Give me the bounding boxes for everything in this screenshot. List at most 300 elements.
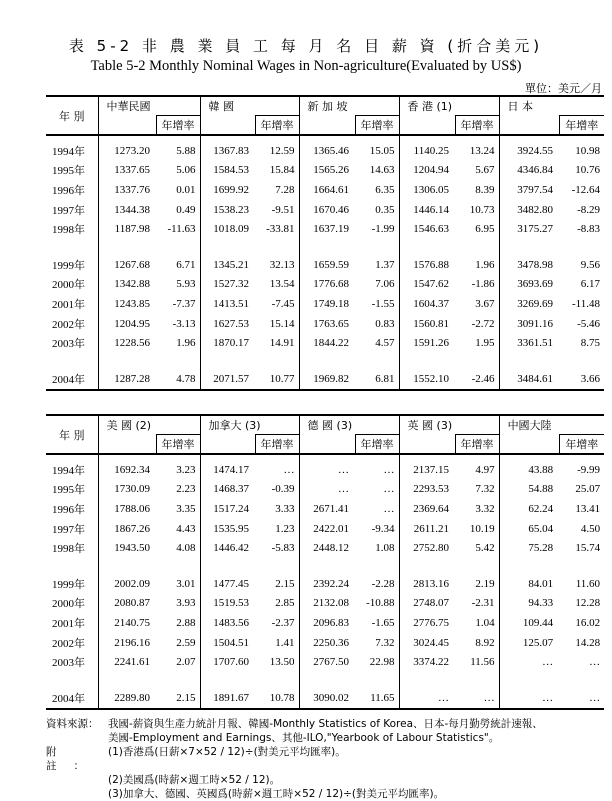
year-cell: 1998年 [52, 543, 85, 556]
wage-value: 3361.51 [499, 333, 559, 353]
growth-rate-header: 年增率 [255, 435, 299, 455]
growth-rate-value: 3.23 [176, 463, 196, 476]
wage-value: 1659.59 [299, 255, 355, 275]
table-row [46, 219, 604, 239]
growth-rate-value: 2.85 [275, 597, 295, 610]
growth-rate-value: 3.01 [176, 577, 196, 590]
wage-value: 3484.61 [499, 369, 559, 390]
wage-value: 1730.09 [98, 480, 156, 500]
growth-rate-value: 11.56 [470, 656, 495, 669]
growth-rate-value: 10.98 [575, 144, 601, 157]
growth-rate-value: -7.37 [172, 297, 196, 310]
header-row [46, 96, 604, 116]
wage-value: 3175.27 [499, 219, 559, 239]
growth-rate-value: … [283, 463, 295, 476]
year-cell: 2004年 [46, 688, 98, 709]
growth-rate-header: 年增率 [455, 435, 499, 455]
wage-value: … [499, 652, 559, 672]
wage-value: 1243.85 [98, 294, 156, 314]
country-header: 日 本 [499, 96, 604, 116]
wage-value: 94.33 [499, 594, 559, 614]
table-row [46, 161, 604, 181]
wage-value: 84.01 [499, 574, 559, 594]
wage-value: 2241.61 [98, 652, 156, 672]
table-row [46, 574, 604, 594]
wage-value: 1337.65 [98, 161, 156, 181]
table-row [46, 538, 604, 558]
wage-value: 1504.51 [200, 633, 255, 653]
growth-rate-value: -2.72 [471, 317, 495, 330]
growth-rate-header: 年增率 [156, 116, 200, 136]
growth-rate-value: 10.73 [469, 203, 495, 216]
growth-rate-value: 2.15 [275, 577, 295, 590]
table-row [46, 633, 604, 653]
growth-rate-value: 5.42 [475, 542, 495, 555]
wage-value: 1584.53 [200, 161, 255, 181]
wage-value: 62.24 [499, 499, 559, 519]
year-cell: 1997年 [52, 523, 85, 536]
year-cell: 1995年 [52, 484, 85, 497]
growth-rate-value: … [383, 463, 395, 476]
wage-value: 43.88 [499, 460, 559, 480]
year-cell: 1999年 [52, 578, 85, 591]
growth-rate-value: -1.99 [371, 223, 395, 236]
wage-value: 2748.07 [399, 594, 455, 614]
growth-rate-value: 8.75 [580, 337, 601, 350]
growth-rate-value: -2.28 [371, 577, 395, 590]
growth-rate-header: 年增率 [355, 116, 399, 136]
wage-value: 1228.56 [98, 333, 156, 353]
growth-rate-value: 6.81 [355, 369, 399, 390]
growth-rate-value: … [383, 502, 395, 515]
wage-value: 1576.88 [399, 255, 455, 275]
growth-rate-value: 0.83 [375, 317, 395, 330]
growth-rate-value: 7.28 [275, 183, 295, 196]
wage-value: 2767.50 [299, 652, 355, 672]
growth-rate-value: 2.88 [176, 616, 196, 629]
table-row [46, 180, 604, 200]
growth-rate-value: … [589, 656, 601, 669]
wage-value: 1342.88 [98, 275, 156, 295]
wage-value: 3090.02 [299, 688, 355, 709]
table-row [46, 200, 604, 220]
growth-rate-value: … [559, 688, 604, 709]
year-cell: 1997年 [52, 204, 85, 217]
table-row [46, 519, 604, 539]
wage-value: 1365.46 [299, 141, 355, 161]
wage-value: 1538.23 [200, 200, 255, 220]
wage-value: 1140.25 [399, 141, 455, 161]
wage-value: 65.04 [499, 519, 559, 539]
wage-value: 2289.80 [98, 688, 156, 709]
growth-rate-header: 年增率 [455, 116, 499, 136]
country-header: 中華民國 [98, 96, 200, 116]
growth-rate-value: 3.32 [475, 502, 495, 515]
table-row [46, 333, 604, 353]
wage-value: 1763.65 [299, 314, 355, 334]
wage-value: 1483.56 [200, 613, 255, 633]
growth-rate-value: 6.95 [475, 223, 495, 236]
growth-rate-value: 2.15 [156, 688, 200, 709]
growth-rate-value: 4.97 [475, 463, 495, 476]
wage-value: 3482.80 [499, 200, 559, 220]
growth-rate-value: 4.43 [176, 522, 196, 535]
growth-rate-header: 年增率 [559, 435, 604, 455]
wage-value: 1891.67 [200, 688, 255, 709]
wage-value: 1707.60 [200, 652, 255, 672]
wage-value: 1788.06 [98, 499, 156, 519]
header-row [46, 415, 604, 435]
wage-value: 1474.17 [200, 460, 255, 480]
wage-value: 1267.68 [98, 255, 156, 275]
wage-value: 1867.26 [98, 519, 156, 539]
growth-rate-value: 8.92 [475, 636, 495, 649]
growth-rate-value: 12.59 [269, 144, 295, 157]
table-row [46, 499, 604, 519]
table-row [46, 255, 604, 275]
growth-rate-value: 1.95 [475, 337, 495, 350]
growth-rate-value: 13.41 [575, 502, 601, 515]
year-cell: 2000年 [52, 279, 85, 292]
growth-rate-value: 13.54 [269, 278, 295, 291]
growth-rate-value: 10.78 [255, 688, 299, 709]
wage-value: 1517.24 [200, 499, 255, 519]
wage-value: 3374.22 [399, 652, 455, 672]
wage-value: 1273.20 [98, 141, 156, 161]
growth-rate-value: 22.98 [369, 656, 395, 669]
wage-value: 3797.54 [499, 180, 559, 200]
year-cell: 2001年 [52, 298, 85, 311]
country-header: 英 國 (3) [399, 415, 499, 435]
wage-value: 3024.45 [399, 633, 455, 653]
growth-rate-value: 2.07 [176, 656, 196, 669]
wages-table-asia [46, 95, 604, 391]
wage-value: 1535.95 [200, 519, 255, 539]
wage-value: 1749.18 [299, 294, 355, 314]
growth-rate-header: 年增率 [156, 435, 200, 455]
year-cell: 2001年 [52, 617, 85, 630]
growth-rate-value: 2.59 [176, 636, 196, 649]
country-header: 加拿大 (3) [200, 415, 299, 435]
table-row [46, 141, 604, 161]
wage-value: 1477.45 [200, 574, 255, 594]
year-header: 年 別 [46, 96, 98, 135]
wage-value: 1870.17 [200, 333, 255, 353]
title-english: Table 5-2 Monthly Nominal Wages in Non-agriculture(Evaluated by US$) [90, 58, 522, 74]
table-row [46, 613, 604, 633]
growth-rate-value: -0.39 [271, 483, 295, 496]
wage-value: 2080.87 [98, 594, 156, 614]
growth-rate-value: 15.74 [575, 542, 601, 555]
growth-rate-value: 2.19 [475, 577, 495, 590]
notes-section [46, 717, 606, 801]
wage-value: 1552.10 [399, 369, 455, 390]
growth-rate-value: 11.65 [355, 688, 399, 709]
growth-rate-header: 年增率 [355, 435, 399, 455]
growth-rate-value: -5.46 [577, 317, 601, 330]
wage-value: 1637.19 [299, 219, 355, 239]
wage-value: 2369.64 [399, 499, 455, 519]
year-cell: 2002年 [52, 318, 85, 331]
country-header: 中國大陸 [499, 415, 604, 435]
wage-value: 1446.14 [399, 200, 455, 220]
growth-rate-value: -5.83 [271, 542, 295, 555]
wage-value: 1345.21 [200, 255, 255, 275]
growth-rate-value: 1.41 [275, 636, 295, 649]
header-row-rate [46, 116, 604, 136]
table-row [46, 314, 604, 334]
growth-rate-value: -2.46 [455, 369, 499, 390]
wage-value: 1546.63 [399, 219, 455, 239]
growth-rate-value: 7.06 [375, 278, 395, 291]
growth-rate-value: 1.37 [375, 258, 395, 271]
wage-value: 1943.50 [98, 538, 156, 558]
growth-rate-value: 14.91 [269, 337, 295, 350]
growth-rate-value: 3.93 [176, 597, 196, 610]
wages-table-west [46, 414, 604, 710]
growth-rate-value: -11.63 [167, 223, 196, 236]
growth-rate-value: 13.50 [269, 656, 295, 669]
country-header: 新 加 坡 [299, 96, 399, 116]
growth-rate-value: -8.83 [577, 223, 601, 236]
growth-rate-value: -7.45 [271, 297, 295, 310]
growth-rate-value: 14.63 [369, 164, 395, 177]
wage-value: 3693.69 [499, 275, 559, 295]
wage-value: 1776.68 [299, 275, 355, 295]
country-header: 德 國 (3) [299, 415, 399, 435]
wage-value: 1670.46 [299, 200, 355, 220]
wage-value: 2752.80 [399, 538, 455, 558]
growth-rate-value: -9.51 [271, 203, 295, 216]
wage-value: 2096.83 [299, 613, 355, 633]
note-3: (3)加拿大、德國、英國爲(時薪×週工時×52 / 12)÷(對美元平均匯率)。 [108, 788, 445, 800]
growth-rate-value: -2.31 [471, 597, 495, 610]
country-header: 韓 國 [200, 96, 299, 116]
note-1: (1)香港爲(日薪×7×52 / 12)÷(對美元平均匯率)。 [108, 746, 346, 758]
header-row-rate [46, 435, 604, 455]
growth-rate-value: 11.60 [575, 577, 601, 590]
country-header: 香 港 (1) [399, 96, 499, 116]
year-cell: 2004年 [46, 369, 98, 390]
year-cell: 1999年 [52, 259, 85, 272]
source-line-2: 美國-Employment and Earnings、其他-ILO,"Yearbook of Labour Statistics"。 [108, 732, 500, 744]
table-row [46, 652, 604, 672]
growth-rate-value: 9.56 [580, 258, 601, 271]
wage-value: 125.07 [499, 633, 559, 653]
growth-rate-value: 7.32 [375, 636, 395, 649]
growth-rate-value: -1.65 [371, 616, 395, 629]
wage-value: 1547.62 [399, 275, 455, 295]
wage-value: 1367.83 [200, 141, 255, 161]
wage-value: … [299, 460, 355, 480]
growth-rate-value: 3.33 [275, 502, 295, 515]
wage-value: 2776.75 [399, 613, 455, 633]
growth-rate-value: 0.35 [375, 203, 395, 216]
growth-rate-value: -1.55 [371, 297, 395, 310]
note-2: (2)美國爲(時薪×週工時×52 / 12)。 [108, 774, 281, 786]
wage-value: 2448.12 [299, 538, 355, 558]
wage-value: 1591.26 [399, 333, 455, 353]
growth-rate-value: … [455, 688, 499, 709]
growth-rate-value: 0.01 [176, 183, 196, 196]
unit-label: 單位：美元／月 [525, 82, 602, 95]
table-row [46, 594, 604, 614]
wage-value: 1337.76 [98, 180, 156, 200]
wage-value: 2196.16 [98, 633, 156, 653]
growth-rate-value: 4.08 [176, 542, 196, 555]
growth-rate-value: 0.49 [176, 203, 196, 216]
wage-value: 3924.55 [499, 141, 559, 161]
growth-rate-value: -33.81 [266, 223, 295, 236]
growth-rate-value: 10.19 [469, 522, 495, 535]
wage-value: 2671.41 [299, 499, 355, 519]
table-row [46, 275, 604, 295]
growth-rate-value: … [383, 483, 395, 496]
wage-value: 2132.08 [299, 594, 355, 614]
growth-rate-value: 5.88 [176, 144, 196, 157]
growth-rate-value: -8.29 [577, 203, 601, 216]
wage-value: 2071.57 [200, 369, 255, 390]
year-header: 年 別 [46, 415, 98, 454]
growth-rate-value: 10.77 [255, 369, 299, 390]
wage-value: 1844.22 [299, 333, 355, 353]
wage-value: 1692.34 [98, 460, 156, 480]
growth-rate-value: 1.96 [475, 258, 495, 271]
year-cell: 2002年 [52, 637, 85, 650]
growth-rate-header: 年增率 [559, 116, 604, 136]
wage-value: 1306.05 [399, 180, 455, 200]
wage-value: 2002.09 [98, 574, 156, 594]
wage-value: 1969.82 [299, 369, 355, 390]
table-row [46, 688, 604, 709]
wage-value: … [399, 688, 455, 709]
wage-value: 1560.81 [399, 314, 455, 334]
wage-value: 1413.51 [200, 294, 255, 314]
wage-value: 1344.38 [98, 200, 156, 220]
note-label: 附 註： [46, 746, 101, 772]
growth-rate-value: 15.84 [269, 164, 295, 177]
wage-value: 3478.98 [499, 255, 559, 275]
growth-rate-value: 10.76 [575, 164, 601, 177]
wage-value: 1565.26 [299, 161, 355, 181]
growth-rate-value: 1.04 [475, 616, 495, 629]
wage-value: 2611.21 [399, 519, 455, 539]
wage-value: 1627.53 [200, 314, 255, 334]
table-row [46, 460, 604, 480]
growth-rate-value: 15.05 [369, 144, 395, 157]
year-cell: 1995年 [52, 165, 85, 178]
table-row [46, 369, 604, 390]
table-row [46, 294, 604, 314]
growth-rate-value: -1.86 [471, 278, 495, 291]
growth-rate-value: 15.14 [269, 317, 295, 330]
wage-value: 3269.69 [499, 294, 559, 314]
source-label: 資料來源： [46, 718, 99, 730]
wage-value: 109.44 [499, 613, 559, 633]
growth-rate-value: 14.28 [575, 636, 601, 649]
wage-value: 1664.61 [299, 180, 355, 200]
growth-rate-value: 3.67 [475, 297, 495, 310]
growth-rate-value: 12.28 [575, 597, 601, 610]
source-line-1: 我國-薪資與生產力統計月報、韓國-Monthly Statistics of Korea、日本-每月勤勞統計速報、 [108, 718, 543, 730]
growth-rate-value: 4.50 [580, 522, 601, 535]
wage-value: 2813.16 [399, 574, 455, 594]
growth-rate-value: 8.39 [475, 183, 495, 196]
growth-rate-value: 2.23 [176, 483, 196, 496]
year-cell: 1996年 [52, 503, 85, 516]
year-cell: 2003年 [52, 338, 85, 351]
wage-value: … [299, 480, 355, 500]
wage-value: 1018.09 [200, 219, 255, 239]
year-cell: 1998年 [52, 224, 85, 237]
growth-rate-value: 4.78 [156, 369, 200, 390]
growth-rate-value: 3.35 [176, 502, 196, 515]
wage-value: 1287.28 [98, 369, 156, 390]
growth-rate-value: -9.34 [371, 522, 395, 535]
wage-value: 2137.15 [399, 460, 455, 480]
wage-value: 1204.95 [98, 314, 156, 334]
year-cell: 1994年 [52, 464, 85, 477]
growth-rate-value: 6.71 [176, 258, 196, 271]
wage-value: 3091.16 [499, 314, 559, 334]
title-chinese: 表 5-2 非 農 業 員 工 每 月 名 目 薪 資 (折合美元) [68, 37, 544, 55]
wage-value: 1204.94 [399, 161, 455, 181]
wage-value: 75.28 [499, 538, 559, 558]
growth-rate-value: 6.17 [580, 278, 601, 291]
growth-rate-value: 5.67 [475, 164, 495, 177]
wage-value: 2250.36 [299, 633, 355, 653]
wage-value: 2293.53 [399, 480, 455, 500]
wage-value: 2140.75 [98, 613, 156, 633]
table-row [46, 480, 604, 500]
wage-value: 1187.98 [98, 219, 156, 239]
growth-rate-value: -2.37 [271, 616, 295, 629]
growth-rate-value: 7.32 [475, 483, 495, 496]
wage-value: 1527.32 [200, 275, 255, 295]
growth-rate-header: 年增率 [255, 116, 299, 136]
wage-value: 1604.37 [399, 294, 455, 314]
growth-rate-value: 25.07 [575, 483, 601, 496]
country-header: 美 國 (2) [98, 415, 200, 435]
wage-value: 2392.24 [299, 574, 355, 594]
growth-rate-value: 32.13 [269, 258, 295, 271]
growth-rate-value: 3.66 [559, 369, 604, 390]
growth-rate-value: -11.48 [572, 297, 601, 310]
wage-value: 2422.01 [299, 519, 355, 539]
growth-rate-value: -9.99 [577, 463, 601, 476]
growth-rate-value: 13.24 [469, 144, 495, 157]
year-cell: 2003年 [52, 657, 85, 670]
wage-value: … [499, 688, 559, 709]
growth-rate-value: -3.13 [172, 317, 196, 330]
wage-value: 1699.92 [200, 180, 255, 200]
growth-rate-value: 5.93 [176, 278, 196, 291]
growth-rate-value: 5.06 [176, 164, 196, 177]
growth-rate-value: 6.35 [375, 183, 395, 196]
growth-rate-value: 1.96 [176, 337, 196, 350]
growth-rate-value: -12.64 [571, 183, 601, 196]
growth-rate-value: -10.88 [366, 597, 395, 610]
wage-value: 1519.53 [200, 594, 255, 614]
wage-value: 54.88 [499, 480, 559, 500]
year-cell: 2000年 [52, 598, 85, 611]
growth-rate-value: 1.23 [275, 522, 295, 535]
growth-rate-value: 16.02 [575, 616, 601, 629]
wage-value: 1468.37 [200, 480, 255, 500]
year-cell: 1996年 [52, 184, 85, 197]
growth-rate-value: 1.08 [375, 542, 395, 555]
growth-rate-value: 4.57 [375, 337, 395, 350]
